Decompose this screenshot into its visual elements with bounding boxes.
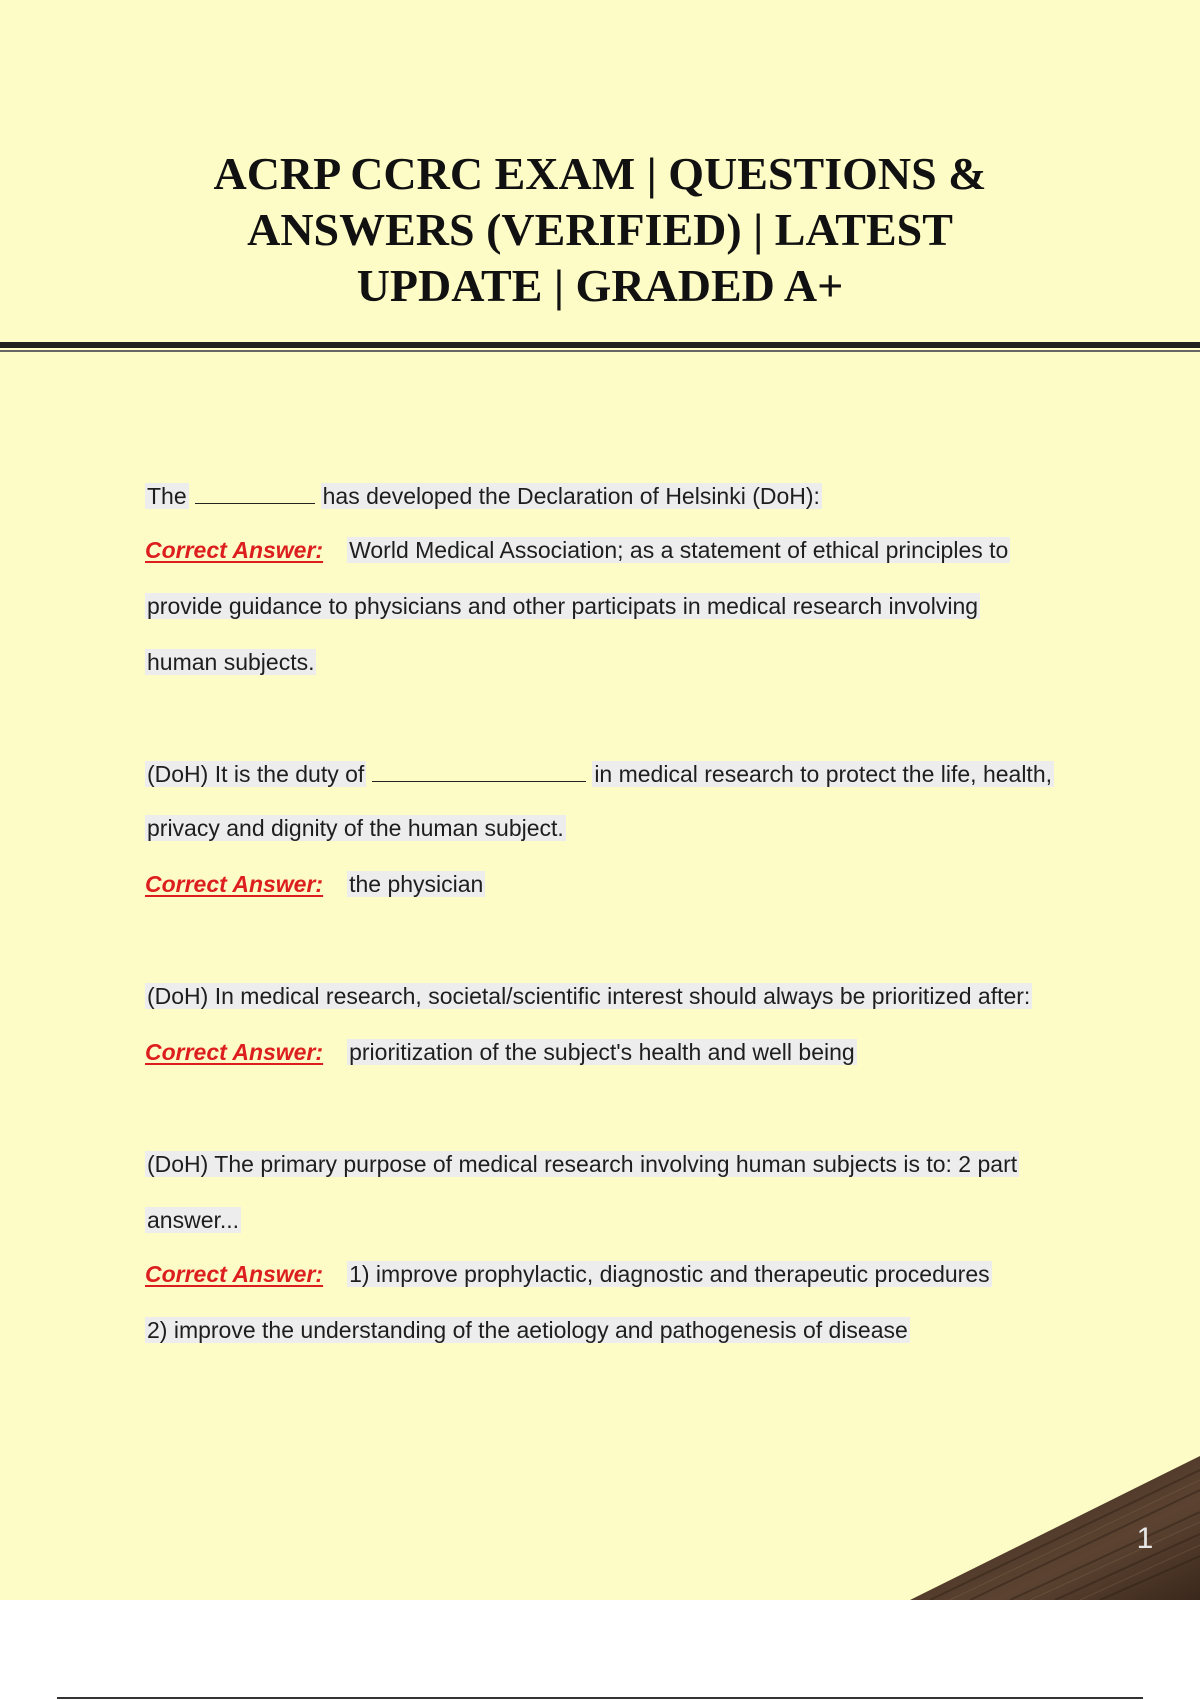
question-2-text-2: privacy and dignity of the human subject.: [147, 815, 564, 841]
question-4-text-1: (DoH) The primary purpose of medical research involving human subjects is to: 2 part: [147, 1151, 1018, 1177]
answer-2-text: the physician: [349, 871, 484, 897]
correct-answer-label: Correct Answer:: [145, 1261, 324, 1287]
title-line-2: ANSWERS (VERIFIED) | LATEST: [247, 204, 953, 255]
title-line-1: ACRP CCRC EXAM | QUESTIONS &: [213, 148, 987, 199]
footer-divider: [57, 1697, 1143, 1699]
correct-answer-label: Correct Answer:: [145, 1039, 324, 1065]
title-line-3: UPDATE | GRADED A+: [356, 260, 844, 311]
question-4-text-2: answer...: [147, 1207, 240, 1233]
answer-1-text-2: provide guidance to physicians and other participats in medical research involving: [147, 593, 979, 619]
question-2-text-after: in medical research to protect the life, health,: [594, 761, 1052, 787]
answer-1-text-1: World Medical Association; as a statement of ethical principles to: [349, 537, 1009, 563]
answer-1-text-3: human subjects.: [147, 649, 315, 675]
answer-4-text-1: 1) improve prophylactic, diagnostic and therapeutic procedures: [349, 1261, 990, 1287]
page-number: 1: [1136, 1522, 1154, 1555]
correct-answer-label: Correct Answer:: [145, 871, 324, 897]
answer-4-text-2: 2) improve the understanding of the aetiology and pathogenesis of disease: [147, 1317, 908, 1343]
question-2-text-before: (DoH) It is the duty of: [147, 761, 365, 787]
question-1-text-before: The: [147, 483, 187, 509]
correct-answer-label: Correct Answer:: [145, 537, 324, 563]
question-1-text-after: has developed the Declaration of Helsinki (DoH):: [322, 483, 820, 509]
question-3-text: (DoH) In medical research, societal/scientific interest should always be prioritized after:: [147, 983, 1031, 1009]
answer-3-text: prioritization of the subject's health and well being: [349, 1039, 855, 1065]
